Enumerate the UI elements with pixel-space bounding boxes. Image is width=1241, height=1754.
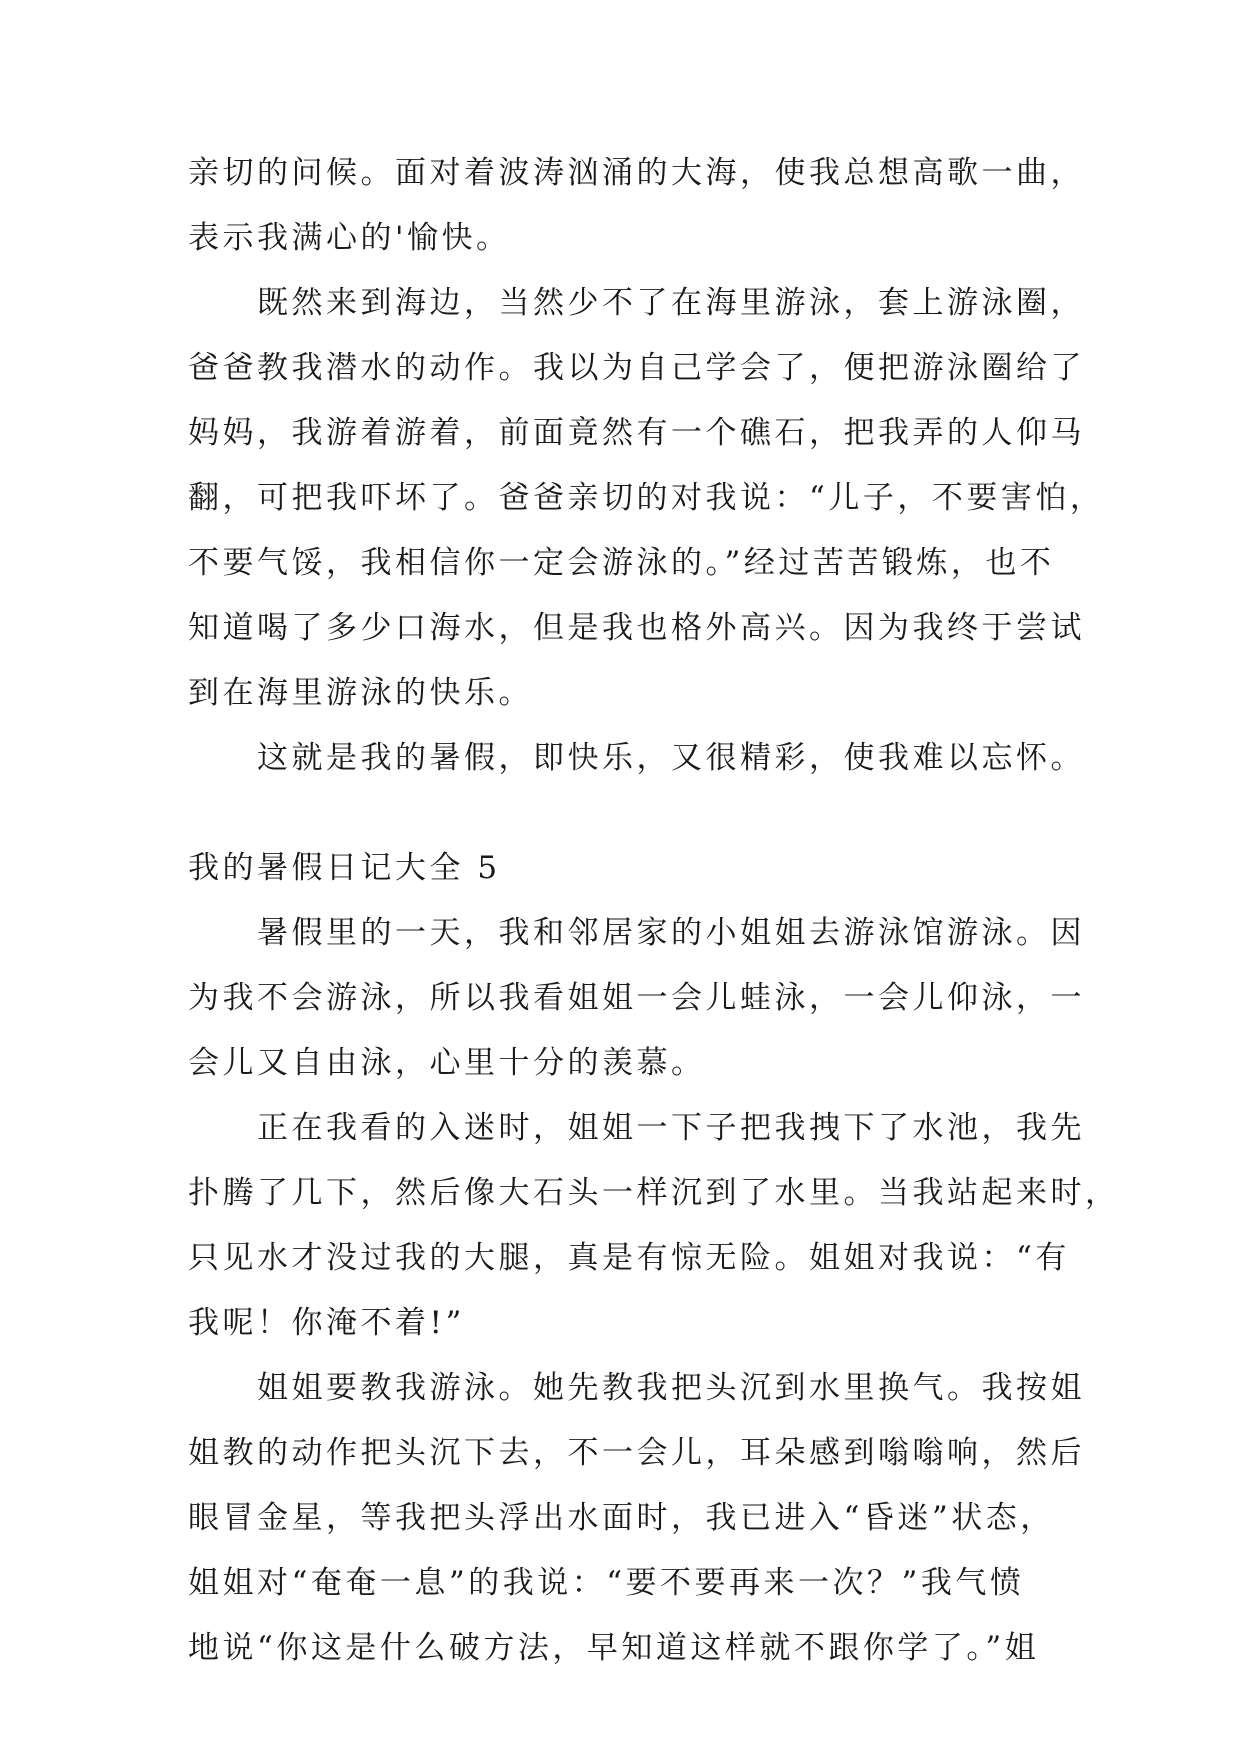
text-line: 亲切的问候。面对着波涛汹涌的大海，使我总想高歌一曲，	[188, 155, 1085, 191]
text-line: 我呢！你淹不着!”	[188, 1305, 465, 1341]
text-line: 正在我看的入迷时，姐姐一下子把我拽下了水池，我先	[257, 1110, 1085, 1146]
text-line: 姐教的动作把头沉下去，不一会儿，耳朵感到嗡嗡响，然后	[188, 1435, 1085, 1471]
text-line: 姐姐要教我游泳。她先教我把头沉到水里换气。我按姐	[257, 1370, 1085, 1406]
text-line: 爸爸教我潜水的动作。我以为自己学会了，便把游泳圈给了	[188, 350, 1085, 386]
text-line: 眼冒金星，等我把头浮出水面时，我已进入“昏迷”状态，	[188, 1500, 1055, 1536]
text-line: 只见水才没过我的大腿，真是有惊无险。姐姐对我说：“有	[188, 1240, 1070, 1276]
text-line: 姐姐对“奄奄一息”的我说：“要不要再来一次？”我气愤	[188, 1565, 1025, 1601]
text-line: 既然来到海边，当然少不了在海里游泳，套上游泳圈，	[257, 285, 1085, 321]
text-line: 翻，可把我吓坏了。爸爸亲切的对我说：“儿子，不要害怕，	[188, 480, 1105, 516]
text-line: 表示我满心的'愉快。	[188, 220, 511, 256]
text-line: 到在海里游泳的快乐。	[188, 675, 533, 711]
text-line: 会儿又自由泳，心里十分的羡慕。	[188, 1045, 706, 1081]
text-line: 地说“你这是什么破方法，早知道这样就不跟你学了。”姐	[188, 1630, 1040, 1666]
section-heading: 我的暑假日记大全 5	[188, 850, 501, 886]
text-line: 这就是我的暑假，即快乐，又很精彩，使我难以忘怀。	[257, 740, 1085, 776]
text-line: 知道喝了多少口海水，但是我也格外高兴。因为我终于尝试	[188, 610, 1085, 646]
text-line: 扑腾了几下，然后像大石头一样沉到了水里。当我站起来时，	[188, 1175, 1120, 1211]
text-line: 暑假里的一天，我和邻居家的小姐姐去游泳馆游泳。因	[257, 915, 1085, 951]
text-line: 不要气馁，我相信你一定会游泳的。”经过苦苦锻炼，也不	[188, 545, 1055, 581]
text-line: 为我不会游泳，所以我看姐姐一会儿蛙泳，一会儿仰泳，一	[188, 980, 1085, 1016]
text-line: 妈妈，我游着游着，前面竟然有一个礁石，把我弄的人仰马	[188, 415, 1085, 451]
